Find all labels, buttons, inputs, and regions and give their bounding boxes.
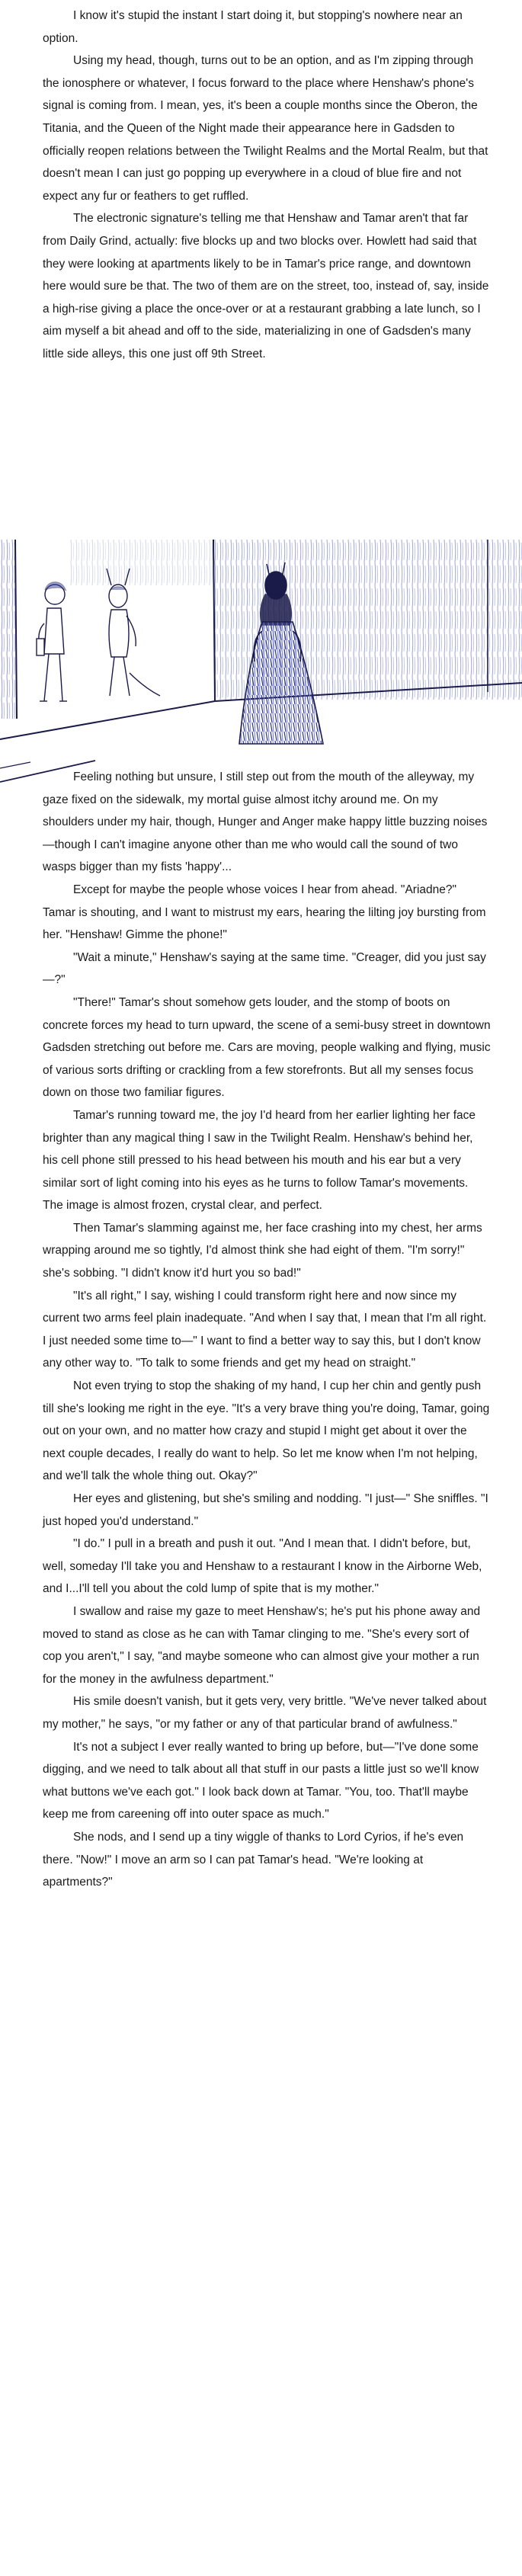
paragraph: "It's all right," I say, wishing I could transform right here and now since my current two arms feel plain inadequate. "And when I say that, I mean that I'm all right. I just needed some time to—" I want to find a better way to say this, but I don't know any other way to. "To talk to some friends and get my head on straight." <box>43 1289 487 1370</box>
paragraph: "Wait a minute," Henshaw's saying at the same time. "Creager, did you just say—?" <box>43 950 486 987</box>
paragraph: His smile doesn't vanish, but it gets very, very brittle. "We've never talked about my mother," he says, "or my father or any of that particular brand of awfulness." <box>43 1695 487 1731</box>
paragraph: It's not a subject I ever really wanted to bring up before, but—"I've done some digging, and we need to talk about all that stuff in our pasts a little just so we'll know what buttons we've each got." I look back down at Tamar. "You, too. That'll maybe keep me from careening off into outer space as much." <box>43 1740 479 1821</box>
alley-sketch-image <box>0 540 522 785</box>
story-text-top <box>43 5 491 366</box>
paragraph: The electronic signature's telling me that Henshaw and Tamar aren't that far from Daily Grind, actually: five blocks up and two blocks over. Howlett had said that they were looking at apartments likely to be in Tamar's price range, and downtown here would sure be that. The two of them are on the street, too, instead of, say, inside a high-rise giving a place the once-over or at a restaurant grabbing a late lunch, so I aim myself a bit ahead and off to the side, materializing in one of Gadsden's many little side alleys, this one just off 9th Street. <box>43 212 489 360</box>
henshaw-figure <box>37 582 67 701</box>
paragraph: Except for maybe the people whose voices I hear from ahead. "Ariadne?" Tamar is shouting, and I want to mistrust my ears, hearing the lilting joy bursting from her. "Henshaw! Gimme the phone!" <box>43 883 486 942</box>
paragraph: "I do." I pull in a breath and push it out. "And I mean that. I didn't before, but, well, someday I'll take you and Henshaw to a restaurant I know in the Airborne Web, and I...I'll tell you about the cold lump of spite that is my mother." <box>43 1537 482 1596</box>
paragraph: "There!" Tamar's shout somehow gets louder, and the stomp of boots on concrete forces my head to turn upward, the scene of a semi-busy street in downtown Gadsden stretching out before me. Cars are moving, people walking and flying, music of various sorts drifting or crackling from a few storefronts. But all my senses focus down on those two familiar figures. <box>43 995 491 1100</box>
story-text-bottom <box>43 766 491 1894</box>
paragraph: She nods, and I send up a tiny wiggle of thanks to Lord Cyrios, if he's even there. "Now!" I move an arm so I can pat Tamar's head. "We're looking at apartments?" <box>43 1830 464 1889</box>
paragraph: I know it's stupid the instant I start doing it, but stopping's nowhere near an option. <box>43 9 463 45</box>
paragraph: Then Tamar's slamming against me, her face crashing into my chest, her arms wrapping around me so tightly, I'd almost think she had eight of them. "I'm sorry!" she's sobbing. "I didn't know it'd hurt you so bad!" <box>43 1221 482 1280</box>
paragraph: Her eyes and glistening, but she's smiling and nodding. "I just—" She sniffles. "I just hoped you'd understand." <box>43 1492 488 1528</box>
story-illustration <box>0 540 522 785</box>
paragraph: Tamar's running toward me, the joy I'd heard from her earlier lighting her face brighter than any magical thing I saw in the Twilight Realm. Henshaw's behind her, his cell phone still pressed to his head between his mouth and his ear but a very similar sort of light coming into his eyes as he turns to follow Tamar's movements. The image is almost frozen, crystal clear, and perfect. <box>43 1108 476 1213</box>
paragraph: Not even trying to stop the shaking of my hand, I cup her chin and gently push till she's looking me right in the eye. "It's a very brave thing you're doing, Tamar, going out on your own, and no matter how crazy and stupid I might get about it over the next couple decades, I really do want to help. So let me know when I'm not helping, and we'll talk the whole thing out. Okay?" <box>43 1379 490 1483</box>
paragraph: Feeling nothing but unsure, I still step out from the mouth of the alleyway, my gaze fixed on the sidewalk, my mortal guise almost itchy around me. On my shoulders under my hair, though, Hunger and Anger make happy little buzzing noises—though I can't imagine anyone other than me who would call the sound of two wasps bigger than my fists 'happy'... <box>43 771 488 874</box>
paragraph: Using my head, though, turns out to be an option, and as I'm zipping through the ionosphere or whatever, I focus forward to the place where Henshaw's phone's signal is coming from. I mean, yes, it's been a couple months since the Oberon, the Titania, and the Queen of the Night made their appearance here in Gadsden to officially reopen relations between the Twilight Realms and the Mortal Realm, but that doesn't mean I can just go popping up everywhere in a cloud of blue fire and not expect any fur or feathers to get ruffled. <box>43 54 488 203</box>
paragraph: I swallow and raise my gaze to meet Henshaw's; he's put his phone away and moved to stand as close as he can with Tamar clinging to me. "She's every sort of cop you aren't," I say, "and maybe someone who can almost give your mother a run for the money in the awfulness department." <box>43 1604 481 1686</box>
tamar-figure <box>107 569 160 696</box>
